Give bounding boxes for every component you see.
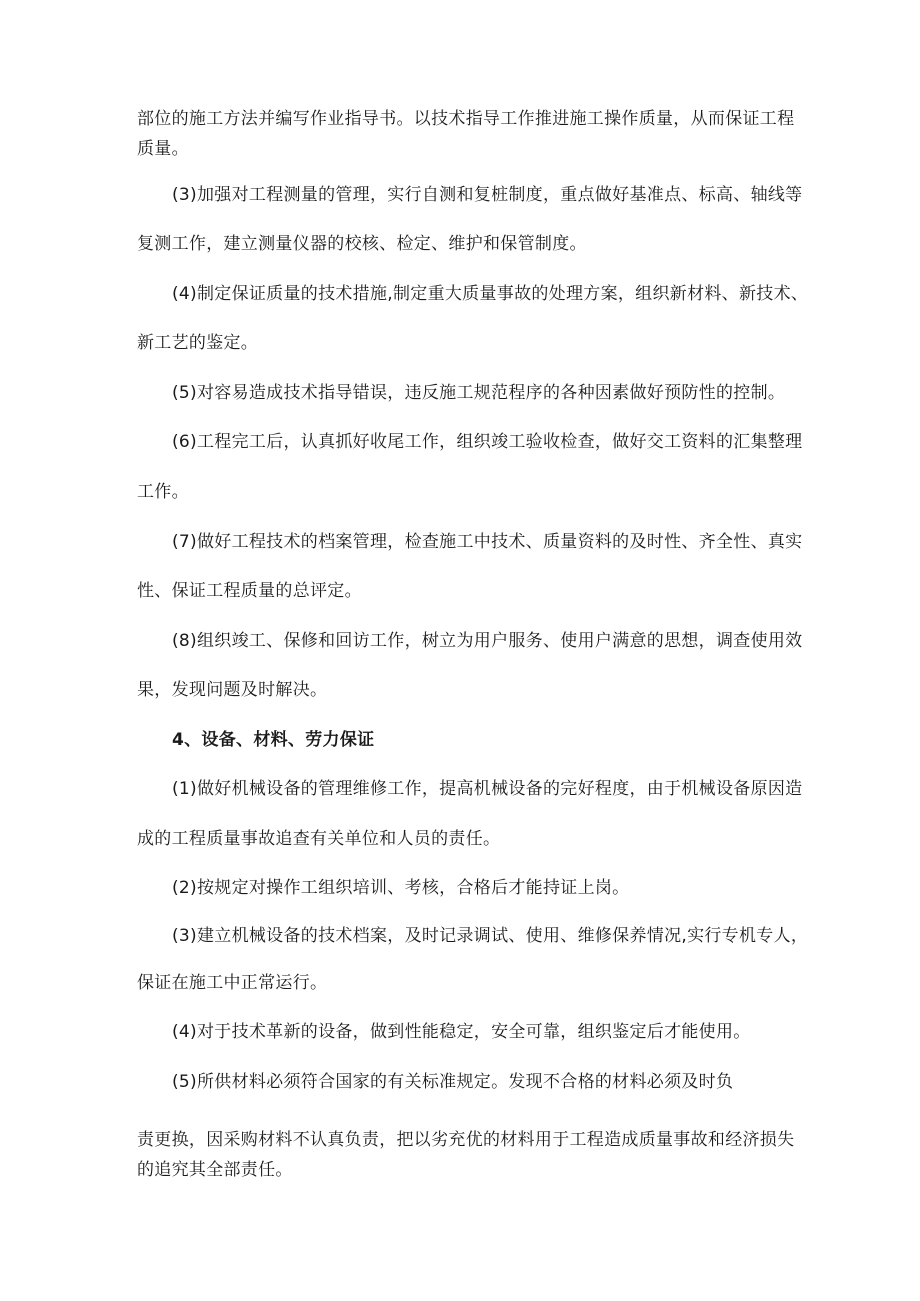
text-line: 复测工作，建立测量仪器的校核、检定、维护和保管制度。 <box>137 234 587 254</box>
text-line: (4)对于技术革新的设备，做到性能稳定，安全可靠，组织鉴定后才能使用。 <box>172 1022 751 1042</box>
text-line: 工作。 <box>137 482 189 502</box>
text-line: (5)对容易造成技术指导错误，违反施工规范程序的各种因素做好预防性的控制。 <box>172 383 786 403</box>
text-line: (7)做好工程技术的档案管理，检查施工中技术、质量资料的及时性、齐全性、真实 <box>172 532 803 552</box>
text-line: (3)建立机械设备的技术档案，及时记录调试、使用、维修保养情况,实行专机专人， <box>172 926 809 946</box>
section-heading: 4、设备、材料、劳力保证 <box>172 730 375 750</box>
text-line: 的追究其全部责任。 <box>137 1160 293 1180</box>
text-line: 保证在施工中正常运行。 <box>137 973 328 993</box>
text-line: 成的工程质量事故追查有关单位和人员的责任。 <box>137 829 501 849</box>
text-line: (8)组织竣工、保修和回访工作，树立为用户服务、使用户满意的思想，调查使用效 <box>172 631 803 651</box>
text-line: (5)所供材料必须符合国家的有关标准规定。发现不合格的材料必须及时负 <box>172 1072 734 1092</box>
text-line: 新工艺的鉴定。 <box>137 333 259 353</box>
text-line: (6)工程完工后，认真抓好收尾工作，组织竣工验收检查，做好交工资料的汇集整理 <box>172 432 803 452</box>
text-line: 责更换，因采购材料不认真负责，把以劣充优的材料用于工程造成质量事故和经济损失 <box>137 1130 795 1150</box>
text-line: 部位的施工方法并编写作业指导书。以技术指导工作推进施工操作质量，从而保证工程 <box>137 109 795 129</box>
text-line: (2)按规定对操作工组织培训、考核，合格后才能持证上岗。 <box>172 878 630 898</box>
text-line: (3)加强对工程测量的管理，实行自测和复桩制度，重点做好基准点、标高、轴线等 <box>172 185 803 205</box>
text-line: 质量。 <box>137 139 189 159</box>
text-line: 果，发现问题及时解决。 <box>137 680 328 700</box>
text-line: (4)制定保证质量的技术措施,制定重大质量事故的处理方案，组织新材料、新技术、 <box>172 284 809 304</box>
text-line: 性、保证工程质量的总评定。 <box>137 581 362 601</box>
text-line: (1)做好机械设备的管理维修工作，提高机械设备的完好程度，由于机械设备原因造 <box>172 779 803 799</box>
